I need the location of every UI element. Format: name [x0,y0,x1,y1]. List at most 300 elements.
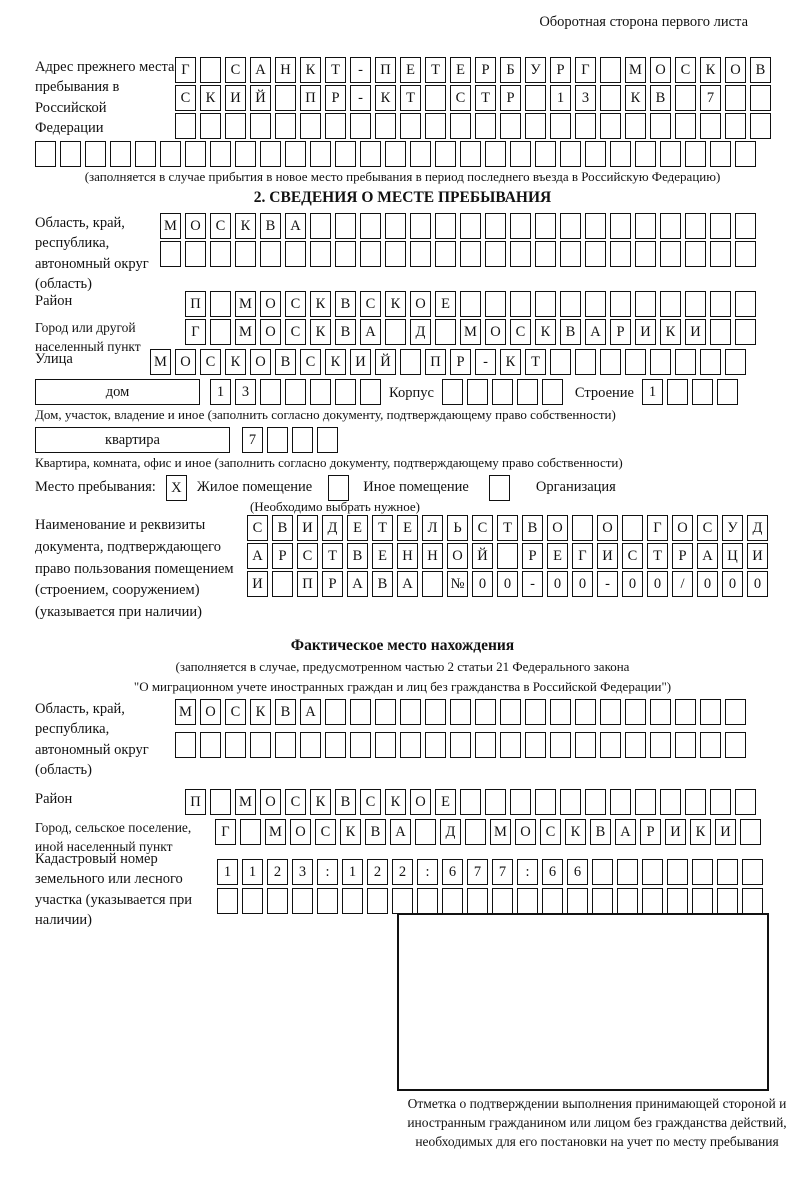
char-cell [685,213,706,239]
char-cell [525,732,546,758]
char-cell [660,291,681,317]
char-cell: Т [475,85,496,111]
char-cell: О [515,819,536,845]
char-cell [235,141,256,167]
house-caption: Дом, участок, владение и иное (заполнить согласно документу, подтверждающему право собственности) [35,407,616,422]
previous-address-row-2 [175,85,771,111]
char-cell: Г [185,319,206,345]
char-cell [350,732,371,758]
char-cell [610,789,631,815]
char-cell: Р [450,349,471,375]
char-cell [710,291,731,317]
char-cell [425,113,446,139]
char-cell [292,888,313,914]
char-cell: 0 [472,571,493,597]
char-cell [242,888,263,914]
char-cell [225,113,246,139]
confirmation-area [387,913,800,1152]
char-cell: С [225,699,246,725]
char-cell [217,888,238,914]
char-cell [535,241,556,267]
char-cell [510,141,531,167]
section2-region-row-2 [160,241,756,267]
char-cell [572,515,593,541]
char-cell: 6 [567,859,588,885]
char-cell [550,732,571,758]
char-cell [667,379,688,405]
char-cell: С [210,213,231,239]
char-cell [535,291,556,317]
stay-type-checkbox-residential: X [166,475,187,501]
char-cell [272,571,293,597]
confirmation-caption: Отметка о подтверждении выполнения принимающей стороной и иностранным гражданином или лицом без гражданства действий, необходимых для его постановки на учет по месту пребывания [407,1096,787,1149]
ownership-document-label: Наименование и реквизиты документа, подтверждающего право пользования помещением (строением, сооружением) (указывается при наличии) [35,517,234,620]
char-cell: Р [500,85,521,111]
char-cell [510,213,531,239]
char-cell [467,888,488,914]
char-cell: В [275,699,296,725]
house-number-cells [210,379,381,405]
char-cell [650,732,671,758]
char-cell [592,859,613,885]
char-cell: К [300,57,321,83]
char-cell [725,85,746,111]
char-cell: Т [497,515,518,541]
previous-address-label: Адрес прежнего места пребывания в Российской Федерации [35,59,175,136]
char-cell: М [235,319,256,345]
char-cell [600,113,621,139]
char-cell: 7 [492,859,513,885]
char-cell: 3 [235,379,256,405]
char-cell: 2 [367,859,388,885]
char-cell: 0 [747,571,768,597]
char-cell: В [522,515,543,541]
char-cell: Е [547,543,568,569]
char-cell [360,213,381,239]
char-cell [642,888,663,914]
section2-region-row-1 [160,213,756,239]
char-cell: П [300,85,321,111]
char-cell: К [385,291,406,317]
char-cell [250,732,271,758]
char-cell: Н [275,57,296,83]
char-cell: Д [410,319,431,345]
char-cell [485,213,506,239]
char-cell: В [347,543,368,569]
char-cell [700,699,721,725]
ownership-document-row-2 [247,543,768,569]
char-cell [485,141,506,167]
section2-district-row [35,291,770,319]
char-cell: А [247,543,268,569]
char-cell: У [722,515,743,541]
char-cell: 1 [210,379,231,405]
char-cell [735,213,756,239]
char-cell [460,789,481,815]
char-cell [210,319,231,345]
char-cell [335,141,356,167]
char-cell [625,349,646,375]
ownership-document-row-1 [247,515,768,541]
stay-type-option-residential-label: Жилое помещение [196,478,313,495]
char-cell: Е [372,543,393,569]
char-cell: П [425,349,446,375]
korpus-cells [442,379,563,405]
char-cell: В [335,319,356,345]
char-cell [735,291,756,317]
char-cell: Р [272,543,293,569]
char-cell [667,859,688,885]
char-cell [685,141,706,167]
char-cell [475,732,496,758]
char-cell [510,291,531,317]
section2-title: 2. СВЕДЕНИЯ О МЕСТЕ ПРЕБЫВАНИЯ [253,189,552,206]
ownership-document-row-3 [247,571,768,597]
char-cell [635,789,656,815]
char-cell [400,113,421,139]
char-cell: К [375,85,396,111]
char-cell: С [675,57,696,83]
char-cell: Т [400,85,421,111]
char-cell [292,427,313,453]
char-cell [200,57,221,83]
char-cell [465,819,486,845]
char-cell [725,113,746,139]
char-cell: Ц [722,543,743,569]
char-cell [575,732,596,758]
char-cell: Г [575,57,596,83]
char-cell [725,732,746,758]
char-cell [350,113,371,139]
char-cell [592,888,613,914]
char-cell [660,789,681,815]
char-cell: Е [397,515,418,541]
char-cell: Г [647,515,668,541]
char-cell [650,113,671,139]
char-cell: И [225,85,246,111]
char-cell: Т [325,57,346,83]
char-cell: В [335,789,356,815]
char-cell [600,349,621,375]
char-cell: 0 [647,571,668,597]
char-cell [485,291,506,317]
char-cell: - [350,85,371,111]
char-cell [710,141,731,167]
char-cell [500,113,521,139]
actual-region-block [35,699,770,789]
char-cell [685,789,706,815]
char-cell [692,859,713,885]
char-cell [675,699,696,725]
char-cell [735,319,756,345]
char-cell [460,291,481,317]
char-cell [575,349,596,375]
char-cell [450,699,471,725]
char-cell [660,213,681,239]
char-cell: С [200,349,221,375]
char-cell [517,888,538,914]
char-cell [510,789,531,815]
char-cell: В [650,85,671,111]
section2-region-block [35,213,770,291]
char-cell [675,113,696,139]
char-cell: В [590,819,611,845]
char-cell [610,291,631,317]
char-cell [300,732,321,758]
char-cell [360,241,381,267]
char-cell: М [490,819,511,845]
char-cell: Т [322,543,343,569]
char-cell [422,571,443,597]
char-cell: О [260,291,281,317]
char-cell: И [350,349,371,375]
section2-city-row [35,319,770,354]
char-cell [517,379,538,405]
char-cell [717,888,738,914]
char-cell: Т [425,57,446,83]
char-cell [435,141,456,167]
char-cell: О [260,319,281,345]
char-cell: Г [175,57,196,83]
char-cell: С [540,819,561,845]
stay-type-checkbox-other-premises [328,475,349,501]
char-cell: 1 [242,859,263,885]
cadastre-row-1 [217,859,763,885]
char-cell [267,888,288,914]
char-cell: А [397,571,418,597]
char-cell [525,85,546,111]
actual-location-caption-1: (заполняется в случае, предусмотренном частью 2 статьи 21 Федерального закона [175,659,630,674]
char-cell: К [310,789,331,815]
char-cell: С [300,349,321,375]
char-cell: 7 [467,859,488,885]
char-cell [585,213,606,239]
char-cell: К [325,349,346,375]
char-cell: П [185,789,206,815]
char-cell [285,141,306,167]
char-cell: Е [400,57,421,83]
char-cell: Т [525,349,546,375]
char-cell [375,113,396,139]
char-cell: Й [250,85,271,111]
char-cell [392,888,413,914]
actual-region-row-2 [175,732,746,758]
char-cell [560,141,581,167]
char-cell [725,349,746,375]
char-cell: Р [550,57,571,83]
char-cell [250,113,271,139]
char-cell [175,732,196,758]
char-cell: 3 [575,85,596,111]
char-cell [700,349,721,375]
actual-district-row [35,789,770,819]
apartment-label-box: квартира [35,427,230,453]
char-cell [660,241,681,267]
char-cell: Б [500,57,521,83]
char-cell [685,291,706,317]
char-cell [310,241,331,267]
char-cell [400,699,421,725]
char-cell: К [700,57,721,83]
char-cell [325,732,346,758]
char-cell: О [485,319,506,345]
char-cell: Д [440,819,461,845]
section2-street-row [35,349,770,379]
cadastre-row-2 [217,888,763,914]
char-cell [575,699,596,725]
char-cell [710,319,731,345]
actual-location-title: Фактическое место нахождения [290,637,515,654]
char-cell: Л [422,515,443,541]
char-cell: - [350,57,371,83]
char-cell: / [672,571,693,597]
char-cell [310,141,331,167]
char-cell: В [260,213,281,239]
char-cell [400,349,421,375]
char-cell: Г [215,819,236,845]
char-cell: Р [610,319,631,345]
char-cell [485,241,506,267]
char-cell: Г [572,543,593,569]
char-cell [160,141,181,167]
char-cell: С [285,291,306,317]
char-cell [750,113,771,139]
apartment-number-cells [242,427,338,453]
char-cell [285,379,306,405]
stay-type-checkbox-organization [489,475,510,501]
char-cell [610,241,631,267]
char-cell [385,213,406,239]
char-cell: И [635,319,656,345]
char-cell [685,241,706,267]
stay-type-label: Место пребывания: [35,478,156,495]
char-cell: О [410,789,431,815]
char-cell [692,379,713,405]
char-cell [535,213,556,239]
char-cell: М [175,699,196,725]
char-cell: С [225,57,246,83]
char-cell [735,141,756,167]
char-cell [750,85,771,111]
stay-type-option-organization-label: Организация [535,478,616,495]
char-cell: С [297,543,318,569]
char-cell [667,888,688,914]
char-cell [360,141,381,167]
char-cell: Е [347,515,368,541]
char-cell: К [200,85,221,111]
char-cell [225,732,246,758]
char-cell: У [525,57,546,83]
confirmation-mark-box [397,913,769,1091]
char-cell [535,141,556,167]
char-cell [525,699,546,725]
char-cell [310,379,331,405]
char-cell: К [500,349,521,375]
char-cell [600,85,621,111]
char-cell [617,888,638,914]
char-cell: О [250,349,271,375]
stay-type-row [35,475,770,499]
char-cell: О [410,291,431,317]
char-cell: В [750,57,771,83]
char-cell [710,213,731,239]
char-cell [575,113,596,139]
char-cell: С [510,319,531,345]
stroenie-cells [642,379,738,405]
char-cell: 1 [217,859,238,885]
char-cell: А [250,57,271,83]
actual-district-label: Район [35,791,73,807]
char-cell: И [715,819,736,845]
char-cell [275,732,296,758]
char-cell: В [372,571,393,597]
char-cell [435,319,456,345]
char-cell: - [597,571,618,597]
char-cell: 1 [550,85,571,111]
char-cell [375,732,396,758]
char-cell: К [340,819,361,845]
char-cell [622,515,643,541]
char-cell: К [535,319,556,345]
char-cell: К [310,319,331,345]
char-cell: О [672,515,693,541]
char-cell [710,789,731,815]
actual-region-label: Область, край, республика, автономный округ (область) [35,701,149,778]
char-cell [317,888,338,914]
char-cell [675,349,696,375]
char-cell: С [360,291,381,317]
char-cell [35,141,56,167]
char-cell: В [560,319,581,345]
char-cell: К [690,819,711,845]
char-cell [460,241,481,267]
char-cell [260,241,281,267]
char-cell [635,141,656,167]
char-cell: Р [672,543,693,569]
char-cell: К [250,699,271,725]
char-cell [385,141,406,167]
house-row [35,379,770,407]
house-label-box: дом [35,379,200,405]
char-cell [235,241,256,267]
char-cell [317,427,338,453]
char-cell [610,213,631,239]
char-cell: С [247,515,268,541]
char-cell [350,699,371,725]
previous-address-caption: (заполняется в случае прибытия в новое место пребывания в период последнего въезда в Российскую Федерацию) [84,169,721,184]
char-cell: С [360,789,381,815]
char-cell [160,241,181,267]
char-cell [200,113,221,139]
char-cell: С [285,319,306,345]
char-cell: № [447,571,468,597]
char-cell [200,732,221,758]
apartment-caption: Квартира, комната, офис и иное (заполнить согласно документу, подтверждающему право собственности) [35,455,623,470]
char-cell: 7 [700,85,721,111]
char-cell [450,732,471,758]
char-cell: А [285,213,306,239]
char-cell: И [297,515,318,541]
char-cell: : [517,859,538,885]
char-cell [435,241,456,267]
char-cell [635,213,656,239]
char-cell [400,732,421,758]
stay-type-note: (Необходимо выбрать нужное) [249,499,421,514]
char-cell [625,732,646,758]
char-cell: Й [472,543,493,569]
char-cell [585,141,606,167]
char-cell [342,888,363,914]
